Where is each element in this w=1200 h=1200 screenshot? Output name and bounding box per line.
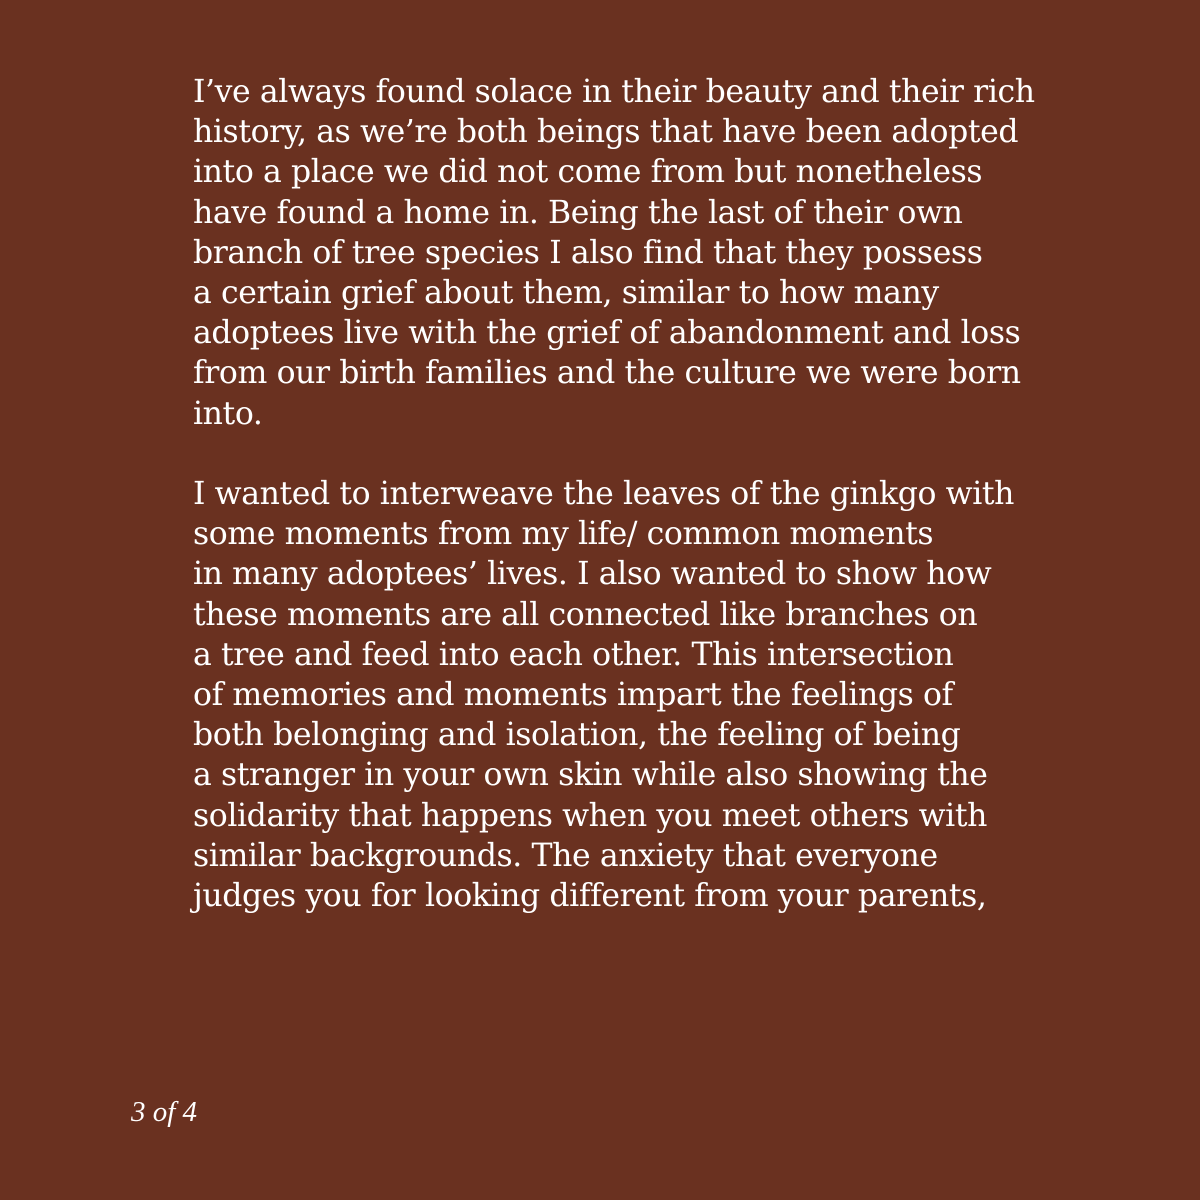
text-line: solidarity that happens when you meet others with xyxy=(193,797,987,834)
text-line: both belonging and isolation, the feeling of being xyxy=(193,717,961,754)
text-line: into a place we did not come from but nonetheless xyxy=(193,154,983,191)
text-line: a tree and feed into each other. This intersection xyxy=(193,636,954,673)
page-indicator: 3 of 4 xyxy=(131,1096,198,1128)
paragraph-1 xyxy=(193,72,1093,434)
text-line: into. xyxy=(193,395,263,432)
text-line: a certain grief about them, similar to how many xyxy=(193,275,939,312)
text-line: of memories and moments impart the feelings of xyxy=(193,677,953,714)
text-line: adoptees live with the grief of abandonment and loss xyxy=(193,315,1021,352)
text-line: history, as we’re both beings that have been adopted xyxy=(193,114,1019,151)
text-line: similar backgrounds. The anxiety that everyone xyxy=(193,837,938,874)
body-text xyxy=(193,72,1093,916)
text-line: a stranger in your own skin while also showing the xyxy=(193,757,988,794)
text-line: in many adoptees’ lives. I also wanted to show how xyxy=(193,556,992,593)
paragraph-2 xyxy=(193,474,1093,916)
text-line: judges you for looking different from your parents, xyxy=(193,878,987,915)
text-line: have found a home in. Being the last of their own xyxy=(193,194,963,231)
text-line: from our birth families and the culture we were born xyxy=(193,355,1021,392)
text-line: I’ve always found solace in their beauty and their rich xyxy=(193,74,1035,110)
text-line: branch of tree species I also find that they possess xyxy=(193,234,983,271)
text-line: I wanted to interweave the leaves of the ginkgo with xyxy=(193,476,1015,513)
text-line: some moments from my life/ common moments xyxy=(193,516,934,553)
text-line: these moments are all connected like branches on xyxy=(193,596,978,633)
